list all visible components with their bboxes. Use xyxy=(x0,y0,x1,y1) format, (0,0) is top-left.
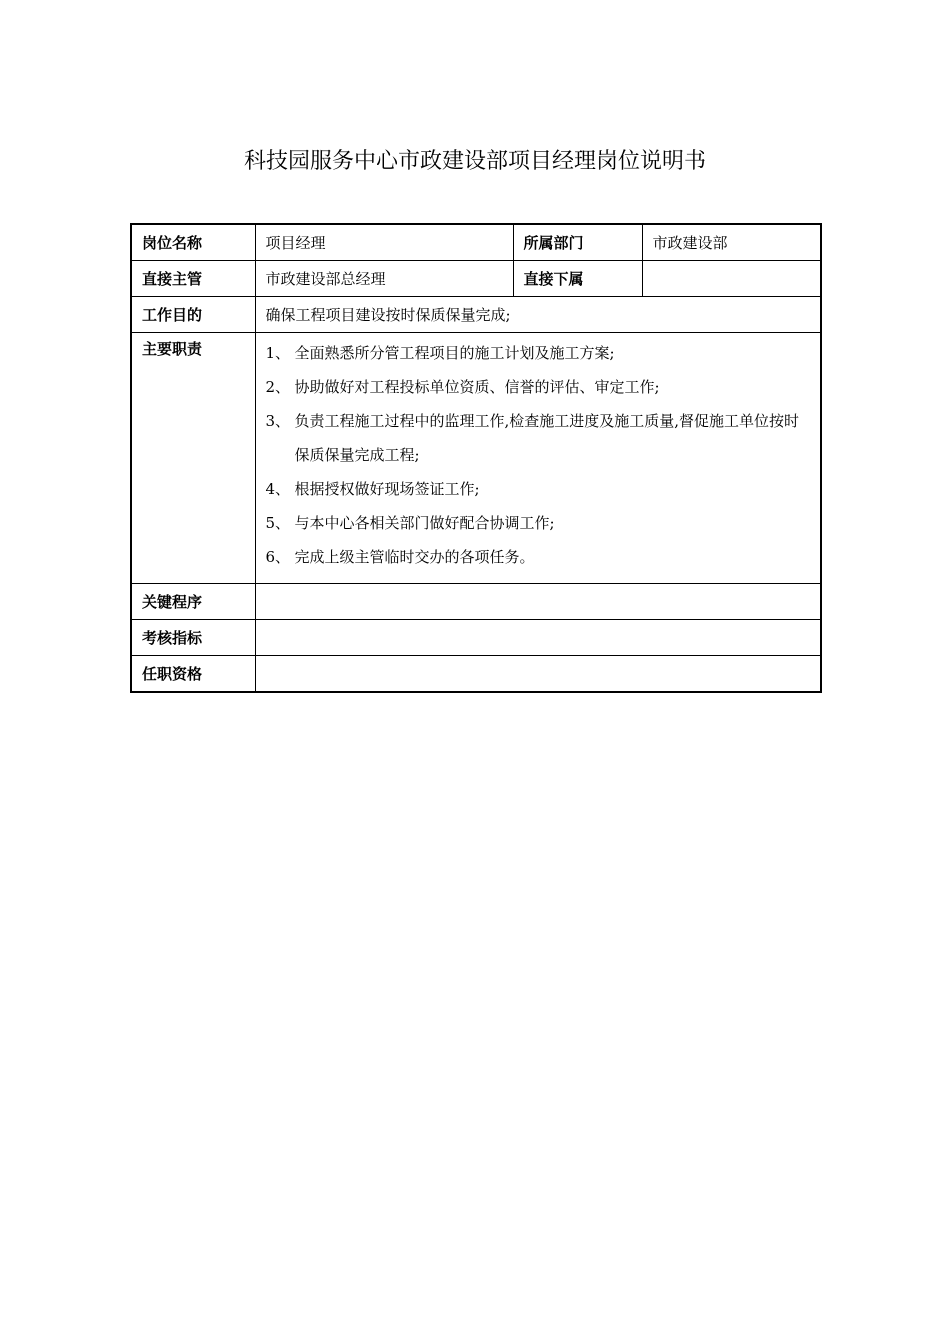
supervisor-value: 市政建设部总经理 xyxy=(255,261,513,297)
qualifications-label: 任职资格 xyxy=(131,656,255,693)
duty-number: 6、 xyxy=(265,548,291,566)
duty-text: 全面熟悉所分管工程项目的施工计划及施工方案; xyxy=(294,344,615,362)
department-value: 市政建设部 xyxy=(642,224,821,261)
list-item xyxy=(266,540,811,574)
duties-cell xyxy=(255,333,821,584)
duties-label: 主要职责 xyxy=(131,333,255,584)
list-item xyxy=(266,370,811,404)
objective-value: 确保工程项目建设按时保质保量完成; xyxy=(255,297,821,333)
duty-text: 协助做好对工程投标单位资质、信誉的评估、审定工作; xyxy=(294,378,660,396)
qualifications-value xyxy=(255,656,821,693)
duty-text: 负责工程施工过程中的监理工作,检查施工进度及施工质量,督促施工单位按时保质保量完成工程; xyxy=(294,412,800,464)
duty-text: 与本中心各相关部门做好配合协调工作; xyxy=(294,514,555,532)
position-name-value: 项目经理 xyxy=(255,224,513,261)
table-row-key-procedures xyxy=(131,584,821,620)
document-title: 科技园服务中心市政建设部项目经理岗位说明书 xyxy=(243,149,706,174)
assessment-label: 考核指标 xyxy=(131,620,255,656)
list-item xyxy=(266,472,811,506)
list-item xyxy=(266,506,811,540)
duty-text: 完成上级主管临时交办的各项任务。 xyxy=(294,548,535,566)
department-label: 所属部门 xyxy=(513,224,642,261)
duty-number: 1、 xyxy=(265,344,291,362)
table-row-assessment xyxy=(131,620,821,656)
assessment-value xyxy=(255,620,821,656)
table-row-position xyxy=(131,224,821,261)
subordinate-value xyxy=(642,261,821,297)
table-row-duties xyxy=(131,333,821,584)
duty-number: 5、 xyxy=(265,514,291,532)
list-item xyxy=(266,336,811,370)
table-row-qualifications xyxy=(131,656,821,693)
subordinate-label: 直接下属 xyxy=(513,261,642,297)
position-name-label: 岗位名称 xyxy=(131,224,255,261)
key-procedures-value xyxy=(255,584,821,620)
table-row-objective xyxy=(131,297,821,333)
key-procedures-label: 关键程序 xyxy=(131,584,255,620)
duty-number: 3、 xyxy=(265,412,291,430)
job-description-table xyxy=(130,223,822,693)
objective-label: 工作目的 xyxy=(131,297,255,333)
supervisor-label: 直接主管 xyxy=(131,261,255,297)
duty-text: 根据授权做好现场签证工作; xyxy=(294,480,480,498)
duties-list xyxy=(266,333,811,574)
duty-number: 2、 xyxy=(265,378,291,396)
list-item xyxy=(266,404,811,472)
table-row-supervisor xyxy=(131,261,821,297)
duty-number: 4、 xyxy=(265,480,291,498)
